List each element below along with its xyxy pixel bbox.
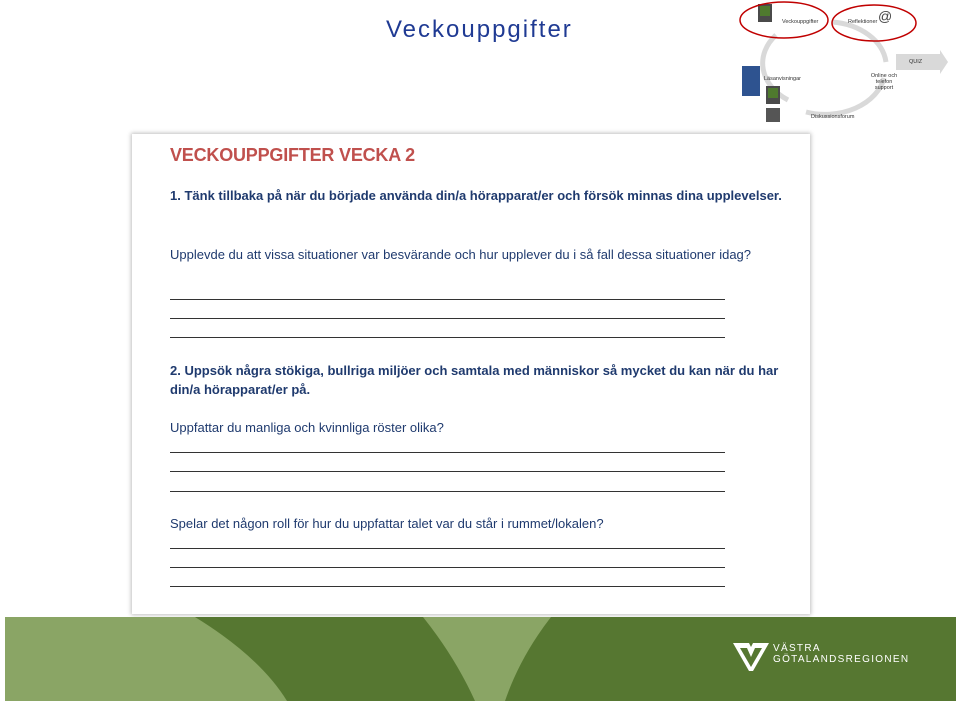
document-heading: VECKOUPPGIFTER VECKA 2 (170, 145, 415, 165)
answer-line (170, 567, 725, 568)
slide-title: Veckouppgifter (386, 16, 573, 43)
label-lasanvisningar: Läsanvisningar (764, 76, 801, 82)
process-diagram (736, 0, 960, 130)
answer-line (170, 299, 725, 300)
at-icon: @ (878, 8, 893, 24)
question-1-sub: Upplevde du att vissa situationer var besvärande och hur upplever du i så fall dessa situationer idag? (170, 247, 752, 262)
question-1: 1. Tänk tillbaka på när du började använda din/a hörapparat/er och försök minnas dina upplevelser. (170, 188, 782, 203)
answer-line (170, 318, 725, 319)
answer-line (170, 586, 725, 587)
answer-line (170, 548, 725, 549)
answer-line (170, 471, 725, 472)
question-2: 2. Uppsök några stökiga, bullriga miljöer och samtala med människor så mycket du kan när du har din/a hörapparat/er på. (170, 363, 779, 397)
label-quiz: QUIZ (909, 59, 923, 65)
lasanvisningar-thumb (742, 66, 760, 96)
label-diskussionsforum: Diskussionsforum (811, 114, 855, 120)
label-veckouppgifter: Veckouppgifter (782, 19, 819, 25)
label-reflektioner: Reflektioner (848, 19, 878, 25)
vgr-logo (731, 637, 951, 677)
label-support: Online och telefon support (870, 73, 898, 91)
logo-line-2: GÖTALANDSREGIONEN (773, 654, 910, 665)
question-2-sub-2: Spelar det någon roll för hur du uppfattar talet var du står i rummet/lokalen? (170, 516, 604, 531)
answer-line (170, 452, 725, 453)
footer-band (5, 617, 956, 701)
document-page (132, 134, 810, 614)
logo-line-1: VÄSTRA (773, 643, 821, 654)
answer-line (170, 337, 725, 338)
answer-line (170, 491, 725, 492)
vgr-logo-icon (731, 637, 771, 677)
question-2-sub-1: Uppfattar du manliga och kvinnliga röster olika? (170, 420, 444, 435)
